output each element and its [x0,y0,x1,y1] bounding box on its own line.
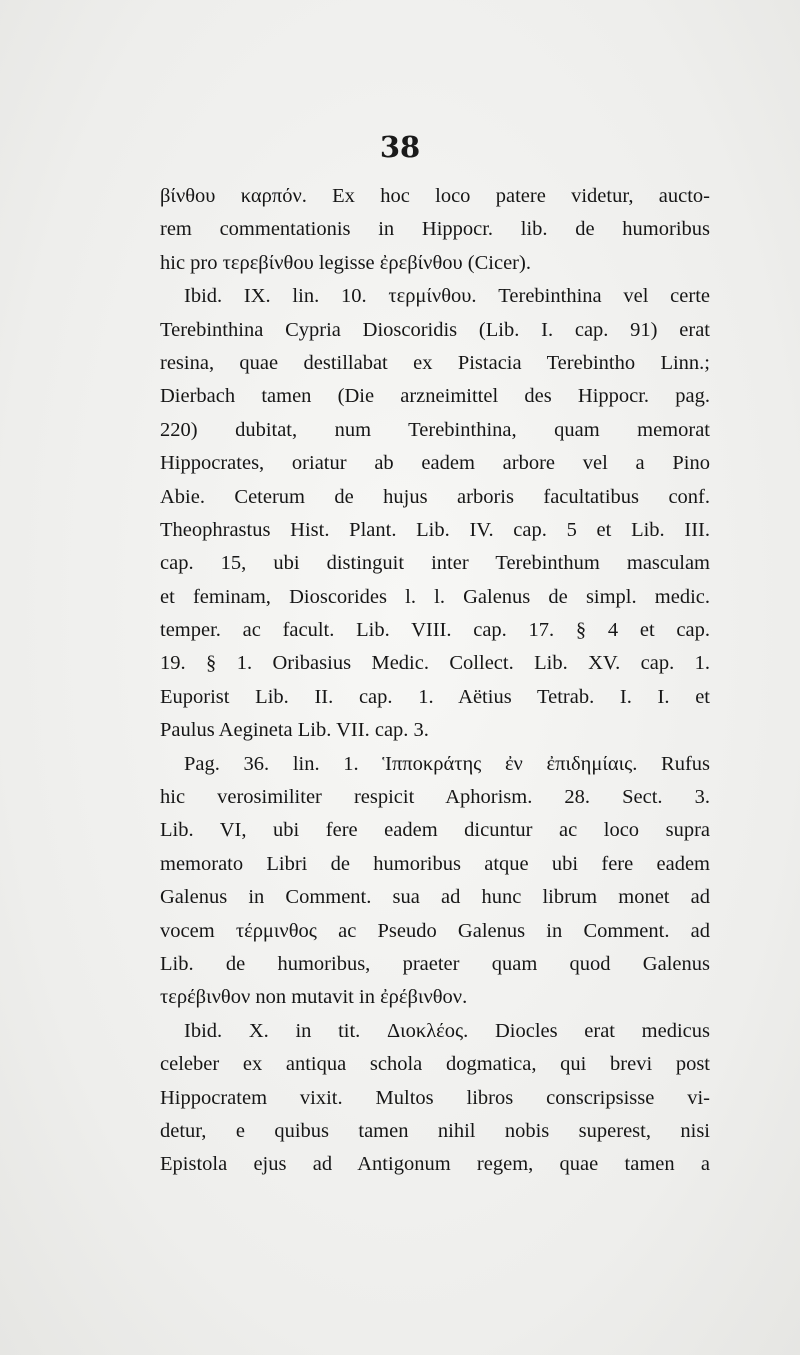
text-line: Paulus Aegineta Lib. VII. cap. 3. [160,719,429,742]
text-line: Galenus in Comment. sua ad hunc librum monet ad [160,886,710,909]
text-line: Terebinthina Cypria Dioscoridis (Lib. I. cap. 91) erat [160,318,710,341]
text-line: Hippocrates, oriatur ab eadem arbore vel a Pino [160,452,710,475]
text-line: Theophrastus Hist. Plant. Lib. IV. cap. 5 et Lib. III. [160,518,710,541]
text-line: hic pro τερεβίνθου legisse ἐρεβίνθου (Cicer). [160,251,531,274]
text-line: Lib. VI, ubi fere eadem dicuntur ac loco supra [160,819,710,842]
text-line: Ibid. IX. lin. 10. τερμίνθου. Terebinthina vel certe [184,285,710,308]
text-line: Hippocratem vixit. Multos libros conscripsisse vi- [160,1086,710,1109]
text-line: et feminam, Dioscorides l. l. Galenus de simpl. medic. [160,585,710,608]
page-number: 38 [379,130,421,164]
text-line: 19. § 1. Oribasius Medic. Collect. Lib. XV. cap. 1. [160,652,710,675]
text-line: resina, quae destillabat ex Pistacia Terebintho Linn.; [160,351,710,374]
text-line: βίνθου καρπόν. Ex hoc loco patere videtur, aucto- [160,185,710,207]
text-line: τερέβινθον non mutavit in ἐρέβινθον. [160,986,468,1009]
text-line: 220) dubitat, num Terebinthina, quam memorat [160,418,710,441]
text-line: memorato Libri de humoribus atque ubi fere eadem [160,852,710,875]
text-line: vocem τέρμινθος ac Pseudo Galenus in Comment. ad [160,919,710,942]
text-line: celeber ex antiqua schola dogmatica, qui brevi post [160,1053,710,1076]
text-line: hic verosimiliter respicit Aphorism. 28. Sect. 3. [160,786,710,809]
text-line: rem commentationis in Hippocr. lib. de humoribus [160,218,710,241]
text-line: Euporist Lib. II. cap. 1. Aëtius Tetrab. I. I. et [160,685,710,708]
text-line: cap. 15, ubi distinguit inter Terebinthum masculam [160,552,710,575]
text-line: Lib. de humoribus, praeter quam quod Galenus [160,952,710,975]
text-line: Dierbach tamen (Die arzneimittel des Hippocr. pag. [160,385,710,408]
body-text [160,180,710,1182]
text-line: detur, e quibus tamen nihil nobis superest, nisi [160,1119,710,1142]
text-line: Abie. Ceterum de hujus arboris facultatibus conf. [160,485,710,508]
text-line: Epistola ejus ad Antigonum regem, quae tamen a [160,1153,710,1176]
text-line: Pag. 36. lin. 1. Ἱπποκράτης ἐν ἐπιδημίαις. Rufus [184,752,710,775]
text-line: Ibid. X. in tit. Διοκλέος. Diocles erat medicus [184,1019,710,1042]
text-line: temper. ac facult. Lib. VIII. cap. 17. § 4 et cap. [160,619,710,642]
